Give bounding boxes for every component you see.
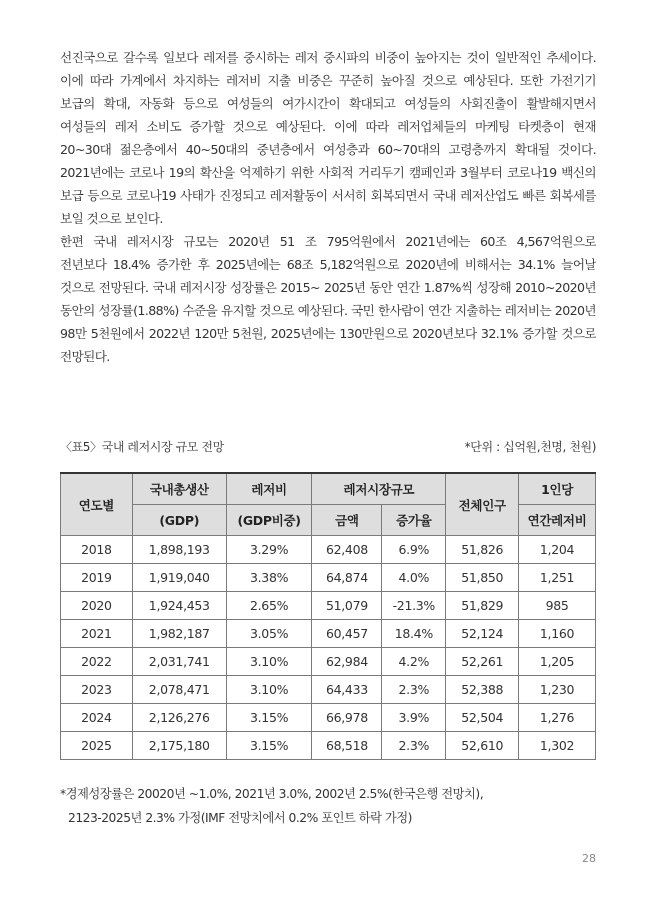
cell-growth: 4.0% <box>382 564 446 592</box>
paragraph-line: 98만 5천원에서 2022년 120만 5천원, 2025년에는 130만원으로 2020년보다 32.1% 증가할 것으로 <box>60 326 596 341</box>
cell-year: 2025 <box>61 732 133 760</box>
cell-per-capita: 1,302 <box>519 732 596 760</box>
cell-year: 2018 <box>61 536 133 564</box>
header-per-capita-line1: 1인당 <box>541 482 574 497</box>
paragraph-line: 20~30대 젊은층에서 40~50대의 중년층에서 여성층과 60~70대의 고령층까지 확대될 것이다. <box>60 142 596 157</box>
cell-growth: 6.9% <box>382 536 446 564</box>
cell-amount: 62,408 <box>312 536 382 564</box>
cell-per-capita: 1,160 <box>519 620 596 648</box>
header-leisure-line1: 레저비 <box>251 482 287 497</box>
table-header-row <box>61 473 596 505</box>
table-row <box>61 704 596 732</box>
paragraph-line: 전년보다 18.4% 증가한 후 2025년에는 68조 5,182억원으로 2020년에 비해서는 34.1% 늘어날 <box>60 257 596 272</box>
table-caption-row <box>60 436 596 458</box>
cell-gdp: 1,919,040 <box>132 564 226 592</box>
cell-growth: 2.3% <box>382 676 446 704</box>
cell-growth: -21.3% <box>382 592 446 620</box>
cell-gdp: 2,175,180 <box>132 732 226 760</box>
cell-year: 2019 <box>61 564 133 592</box>
cell-population: 52,388 <box>446 676 519 704</box>
table-row <box>61 620 596 648</box>
header-gdp <box>132 473 226 505</box>
cell-gdp: 1,898,193 <box>132 536 226 564</box>
cell-gdp: 2,031,741 <box>132 648 226 676</box>
header-leisure <box>226 473 312 505</box>
cell-share: 3.38% <box>226 564 312 592</box>
cell-growth: 4.2% <box>382 648 446 676</box>
header-per-capita-unit: 연간레저비 <box>519 505 596 536</box>
cell-population: 52,124 <box>446 620 519 648</box>
cell-per-capita: 1,204 <box>519 536 596 564</box>
paragraph-line: 2021년에는 코로나 19의 확산을 억제하기 위한 사회적 거리두기 캠페인과 3월부터 코로나19 백신의 <box>60 165 596 180</box>
cell-amount: 64,874 <box>312 564 382 592</box>
table-row <box>61 536 596 564</box>
paragraph-line: 여성들의 레저 소비도 증가할 것으로 예상된다. 이에 따라 레저업체들의 마케팅 타켓층이 현재 <box>60 119 596 134</box>
cell-year: 2023 <box>61 676 133 704</box>
table-caption: 〈표5〉국내 레저시장 규모 전망 <box>60 440 224 454</box>
cell-growth: 18.4% <box>382 620 446 648</box>
page-number: 28 <box>582 852 596 865</box>
paragraph-line: 것으로 전망된다. 국내 레저시장 성장률은 2015~ 2025년 동안 연간 1.87%씩 성장해 2010~2020년 <box>60 280 596 295</box>
header-year: 연도별 <box>61 473 133 536</box>
cell-amount: 60,457 <box>312 620 382 648</box>
cell-population: 51,829 <box>446 592 519 620</box>
cell-amount: 66,978 <box>312 704 382 732</box>
cell-population: 51,850 <box>446 564 519 592</box>
table-row <box>61 676 596 704</box>
cell-per-capita: 985 <box>519 592 596 620</box>
table-note: 2123-2025년 2.3% 가정(IMF 전망치에서 0.2% 포인트 하락 가정) <box>68 811 412 825</box>
header-population: 전체인구 <box>446 473 519 536</box>
cell-year: 2021 <box>61 620 133 648</box>
table-row <box>61 592 596 620</box>
cell-per-capita: 1,230 <box>519 676 596 704</box>
cell-per-capita: 1,251 <box>519 564 596 592</box>
cell-amount: 62,984 <box>312 648 382 676</box>
header-gdp-unit: (GDP) <box>132 505 226 536</box>
paragraph-line: 선진국으로 갈수록 일보다 레저를 중시하는 레저 중시파의 비중이 높아지는 것이 일반적인 추세이다. <box>60 50 596 65</box>
table-note: *경제성장률은 20020년 ~1.0%, 2021년 3.0%, 2002년 2.5%(한국은행 전망치), <box>60 787 484 801</box>
cell-year: 2020 <box>61 592 133 620</box>
paragraph-line: 한편 국내 레저시장 규모는 2020년 51 조 795억원에서 2021년에는 60조 4,567억원으로 <box>60 234 596 249</box>
cell-gdp: 1,924,453 <box>132 592 226 620</box>
cell-share: 3.29% <box>226 536 312 564</box>
table-row <box>61 648 596 676</box>
cell-year: 2024 <box>61 704 133 732</box>
paragraph-line: 동안의 성장률(1.88%) 수준을 유지할 것으로 예상된다. 국민 한사람이 연간 지출하는 레저비는 2020년 <box>60 303 596 318</box>
paragraph-line: 전망된다. <box>60 349 110 364</box>
paragraph-line: 보일 것으로 보인다. <box>60 211 163 226</box>
table-row <box>61 564 596 592</box>
table-row <box>61 732 596 760</box>
cell-amount: 68,518 <box>312 732 382 760</box>
cell-amount: 64,433 <box>312 676 382 704</box>
header-amount: 금액 <box>312 505 382 536</box>
cell-population: 51,826 <box>446 536 519 564</box>
cell-gdp: 2,126,276 <box>132 704 226 732</box>
header-market: 레저시장규모 <box>312 473 446 505</box>
cell-year: 2022 <box>61 648 133 676</box>
paragraph-line: 이에 따라 가계에서 차지하는 레저비 지출 비중은 꾸준히 높아질 것으로 예상된다. 또한 가전기기 <box>60 73 596 88</box>
paragraph-line: 보급 등으로 코로나19 사태가 진정되고 레저활동이 서서히 회복되면서 국내 레저산업도 빠른 회복세를 <box>60 188 596 203</box>
cell-share: 3.15% <box>226 732 312 760</box>
cell-gdp: 1,982,187 <box>132 620 226 648</box>
cell-gdp: 2,078,471 <box>132 676 226 704</box>
cell-population: 52,261 <box>446 648 519 676</box>
header-growth: 증가율 <box>382 505 446 536</box>
header-gdp-line1: 국내총생산 <box>149 482 209 497</box>
leisure-market-table <box>60 472 596 760</box>
body-text <box>60 46 596 368</box>
paragraph-line: 보급의 확대, 자동화 등으로 여성들의 여가시간이 확대되고 여성들의 사회진출이 활발해지면서 <box>60 96 596 111</box>
cell-share: 3.15% <box>226 704 312 732</box>
table-notes <box>60 782 600 830</box>
cell-per-capita: 1,276 <box>519 704 596 732</box>
header-per-capita <box>519 473 596 505</box>
table-unit: *단위 : 십억원,천명, 천원) <box>464 440 596 454</box>
cell-share: 3.10% <box>226 648 312 676</box>
cell-per-capita: 1,205 <box>519 648 596 676</box>
cell-growth: 3.9% <box>382 704 446 732</box>
cell-population: 52,504 <box>446 704 519 732</box>
cell-share: 3.10% <box>226 676 312 704</box>
cell-share: 3.05% <box>226 620 312 648</box>
header-leisure-unit: (GDP비중) <box>226 505 312 536</box>
cell-amount: 51,079 <box>312 592 382 620</box>
cell-share: 2.65% <box>226 592 312 620</box>
cell-population: 52,610 <box>446 732 519 760</box>
cell-growth: 2.3% <box>382 732 446 760</box>
